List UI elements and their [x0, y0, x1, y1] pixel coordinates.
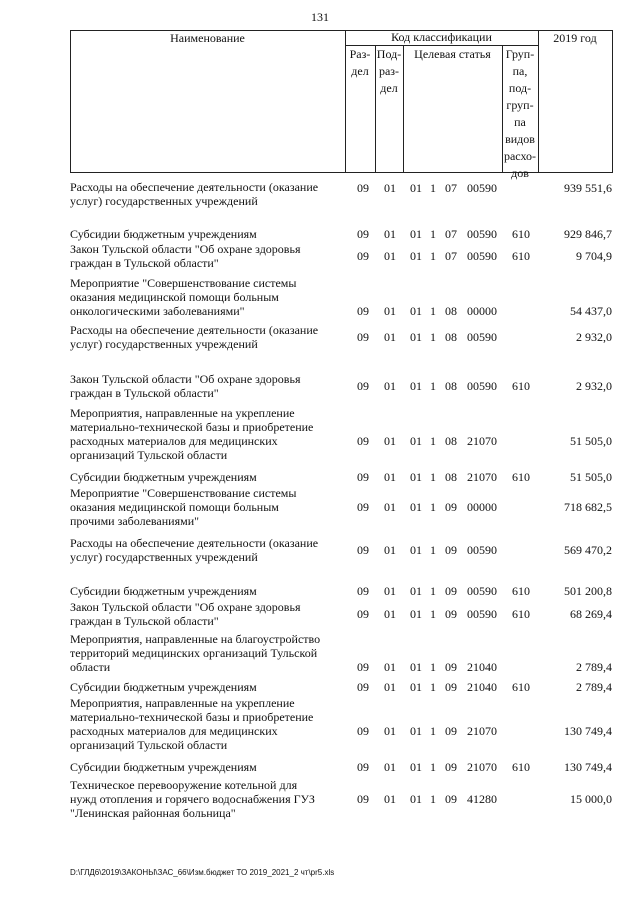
code-r: 09 — [357, 470, 369, 484]
code-a: 01 — [410, 304, 422, 318]
code-b: 1 — [430, 304, 436, 318]
code-p: 01 — [384, 181, 396, 195]
amount: 15 000,0 — [570, 792, 612, 806]
code-p: 01 — [384, 249, 396, 263]
row-name: Мероприятие "Совершенствование системы оказания медицинской помощи больным прочими заболеваниями" — [70, 486, 297, 528]
code-a: 01 — [410, 500, 422, 514]
table-row — [70, 760, 613, 774]
code-d: 08 — [445, 379, 457, 393]
amount: 130 749,4 — [564, 760, 612, 774]
code-p: 01 — [384, 543, 396, 557]
code-b: 1 — [430, 470, 436, 484]
code-b: 1 — [430, 680, 436, 694]
code-a: 01 — [410, 249, 422, 263]
code-d: 09 — [445, 760, 457, 774]
row-name: Мероприятия, направленные на укрепление материально-технической базы и приобретение расходных материалов для медицинских организаций Тульской области — [70, 406, 314, 462]
table-row — [70, 486, 613, 528]
code-e: 21070 — [467, 470, 497, 484]
code-r: 09 — [357, 760, 369, 774]
code-d: 09 — [445, 584, 457, 598]
table-row — [70, 632, 613, 674]
row-name: Субсидии бюджетным учреждениям — [70, 680, 257, 694]
code-p: 01 — [384, 660, 396, 674]
code-p: 01 — [384, 227, 396, 241]
code-r: 09 — [357, 660, 369, 674]
header-right-border — [612, 30, 613, 173]
table-row — [70, 600, 613, 628]
file-path: D:\ГЛД6\2019\ЗАКОНЫ\ЗАС_66\Изм.бюджет ТО 2019_2021_2 чт\pr5.xls — [70, 868, 335, 877]
row-name: Расходы на обеспечение деятельности (оказание услуг) государственных учреждений — [70, 536, 319, 564]
code-d: 08 — [445, 304, 457, 318]
header-group: Груп- па, под- груп- па видов расхо- дов — [503, 47, 537, 180]
code-g: 610 — [512, 584, 530, 598]
row-name: Закон Тульской области "Об охране здоровья граждан в Тульской области" — [70, 600, 301, 628]
code-p: 01 — [384, 434, 396, 448]
code-e: 21070 — [467, 724, 497, 738]
code-b: 1 — [430, 760, 436, 774]
amount: 939 551,6 — [564, 181, 612, 195]
code-b: 1 — [430, 249, 436, 263]
code-g: 610 — [512, 379, 530, 393]
code-d: 08 — [445, 330, 457, 344]
code-b: 1 — [430, 724, 436, 738]
code-d: 09 — [445, 660, 457, 674]
amount: 2 932,0 — [576, 379, 612, 393]
code-a: 01 — [410, 680, 422, 694]
code-r: 09 — [357, 680, 369, 694]
amount: 2 932,0 — [576, 330, 612, 344]
code-d: 07 — [445, 181, 457, 195]
table-row — [70, 470, 613, 484]
code-a: 01 — [410, 181, 422, 195]
table-row — [70, 536, 613, 564]
header-left-border — [70, 30, 71, 173]
code-p: 01 — [384, 500, 396, 514]
table-row — [70, 323, 613, 351]
row-name: Техническое перевооружение котельной для нужд отопления и горячего водоснабжения ГУЗ "Ленинская районная больница" — [70, 778, 315, 820]
code-a: 01 — [410, 584, 422, 598]
code-d: 07 — [445, 249, 457, 263]
table-row — [70, 372, 613, 400]
table-row — [70, 584, 613, 598]
code-b: 1 — [430, 330, 436, 344]
header-name: Наименование — [170, 31, 245, 45]
amount: 9 704,9 — [576, 249, 612, 263]
header-podrazdel-divider — [403, 45, 404, 173]
code-r: 09 — [357, 500, 369, 514]
row-name: Субсидии бюджетным учреждениям — [70, 470, 257, 484]
code-b: 1 — [430, 379, 436, 393]
row-name: Субсидии бюджетным учреждениям — [70, 584, 257, 598]
table-row — [70, 276, 613, 318]
code-p: 01 — [384, 607, 396, 621]
code-g: 610 — [512, 680, 530, 694]
code-e: 00590 — [467, 584, 497, 598]
code-e: 00590 — [467, 181, 497, 195]
code-e: 00590 — [467, 379, 497, 393]
code-b: 1 — [430, 500, 436, 514]
table-header — [70, 30, 613, 180]
code-p: 01 — [384, 470, 396, 484]
amount: 2 789,4 — [576, 660, 612, 674]
code-e: 00590 — [467, 607, 497, 621]
code-g: 610 — [512, 249, 530, 263]
amount: 54 437,0 — [570, 304, 612, 318]
code-r: 09 — [357, 434, 369, 448]
code-r: 09 — [357, 330, 369, 344]
code-e: 00000 — [467, 304, 497, 318]
code-a: 01 — [410, 379, 422, 393]
page-number: 131 — [311, 10, 329, 24]
code-r: 09 — [357, 304, 369, 318]
code-g: 610 — [512, 607, 530, 621]
code-d: 09 — [445, 543, 457, 557]
code-r: 09 — [357, 181, 369, 195]
code-p: 01 — [384, 330, 396, 344]
row-name: Мероприятие "Совершенствование системы оказания медицинской помощи больным онкологическими заболеваниями" — [70, 276, 297, 318]
code-a: 01 — [410, 660, 422, 674]
code-e: 00590 — [467, 330, 497, 344]
table-row — [70, 778, 613, 820]
amount: 2 789,4 — [576, 680, 612, 694]
code-d: 09 — [445, 607, 457, 621]
code-b: 1 — [430, 227, 436, 241]
amount: 51 505,0 — [570, 434, 612, 448]
code-e: 00590 — [467, 227, 497, 241]
code-d: 08 — [445, 470, 457, 484]
code-b: 1 — [430, 792, 436, 806]
code-r: 09 — [357, 379, 369, 393]
code-p: 01 — [384, 792, 396, 806]
code-r: 09 — [357, 607, 369, 621]
code-b: 1 — [430, 434, 436, 448]
code-a: 01 — [410, 227, 422, 241]
code-a: 01 — [410, 434, 422, 448]
code-p: 01 — [384, 584, 396, 598]
amount: 68 269,4 — [570, 607, 612, 621]
code-d: 09 — [445, 792, 457, 806]
code-r: 09 — [357, 724, 369, 738]
row-name: Расходы на обеспечение деятельности (оказание услуг) государственных учреждений — [70, 180, 319, 208]
table-row — [70, 696, 613, 752]
code-d: 09 — [445, 500, 457, 514]
code-e: 41280 — [467, 792, 497, 806]
amount: 51 505,0 — [570, 470, 612, 484]
amount: 929 846,7 — [564, 227, 612, 241]
code-p: 01 — [384, 724, 396, 738]
code-g: 610 — [512, 760, 530, 774]
code-b: 1 — [430, 660, 436, 674]
code-a: 01 — [410, 607, 422, 621]
table-row — [70, 227, 613, 241]
code-d: 08 — [445, 434, 457, 448]
code-a: 01 — [410, 724, 422, 738]
code-e: 00000 — [467, 500, 497, 514]
code-d: 09 — [445, 724, 457, 738]
row-name: Расходы на обеспечение деятельности (оказание услуг) государственных учреждений — [70, 323, 319, 351]
code-r: 09 — [357, 227, 369, 241]
code-p: 01 — [384, 680, 396, 694]
header-razdel: Раз- дел — [349, 47, 371, 78]
code-a: 01 — [410, 543, 422, 557]
code-g: 610 — [512, 470, 530, 484]
code-e: 00590 — [467, 543, 497, 557]
code-p: 01 — [384, 379, 396, 393]
code-a: 01 — [410, 792, 422, 806]
amount: 130 749,4 — [564, 724, 612, 738]
row-name: Мероприятия, направленные на укрепление материально-технической базы и приобретение расходных материалов для медицинских организаций Тульской области — [70, 696, 314, 752]
row-name: Субсидии бюджетным учреждениям — [70, 760, 257, 774]
amount: 501 200,8 — [564, 584, 612, 598]
row-name: Субсидии бюджетным учреждениям — [70, 227, 257, 241]
table-row — [70, 406, 613, 462]
row-name: Мероприятия, направленные на благоустройство территорий медицинских организаций Тульской области — [70, 632, 321, 674]
header-code-group: Код классификации — [391, 30, 492, 44]
code-r: 09 — [357, 543, 369, 557]
code-r: 09 — [357, 584, 369, 598]
code-b: 1 — [430, 181, 436, 195]
code-p: 01 — [384, 304, 396, 318]
code-d: 09 — [445, 680, 457, 694]
code-g: 610 — [512, 227, 530, 241]
code-e: 00590 — [467, 249, 497, 263]
row-name: Закон Тульской области "Об охране здоровья граждан в Тульской области" — [70, 242, 301, 270]
amount: 718 682,5 — [564, 500, 612, 514]
header-podrazdel: Под- раз- дел — [376, 47, 402, 95]
code-e: 21040 — [467, 660, 497, 674]
amount: 569 470,2 — [564, 543, 612, 557]
header-group-divider — [538, 30, 539, 173]
code-e: 21040 — [467, 680, 497, 694]
code-e: 21070 — [467, 434, 497, 448]
code-e: 21070 — [467, 760, 497, 774]
code-b: 1 — [430, 543, 436, 557]
code-a: 01 — [410, 330, 422, 344]
code-d: 07 — [445, 227, 457, 241]
code-b: 1 — [430, 607, 436, 621]
header-target: Целевая статья — [414, 47, 491, 61]
header-year: 2019 год — [553, 31, 597, 45]
code-b: 1 — [430, 584, 436, 598]
code-r: 09 — [357, 792, 369, 806]
table-row — [70, 680, 613, 694]
code-a: 01 — [410, 470, 422, 484]
code-a: 01 — [410, 760, 422, 774]
table-row — [70, 180, 613, 208]
table-row — [70, 242, 613, 270]
row-name: Закон Тульской области "Об охране здоровья граждан в Тульской области" — [70, 372, 301, 400]
code-r: 09 — [357, 249, 369, 263]
code-p: 01 — [384, 760, 396, 774]
